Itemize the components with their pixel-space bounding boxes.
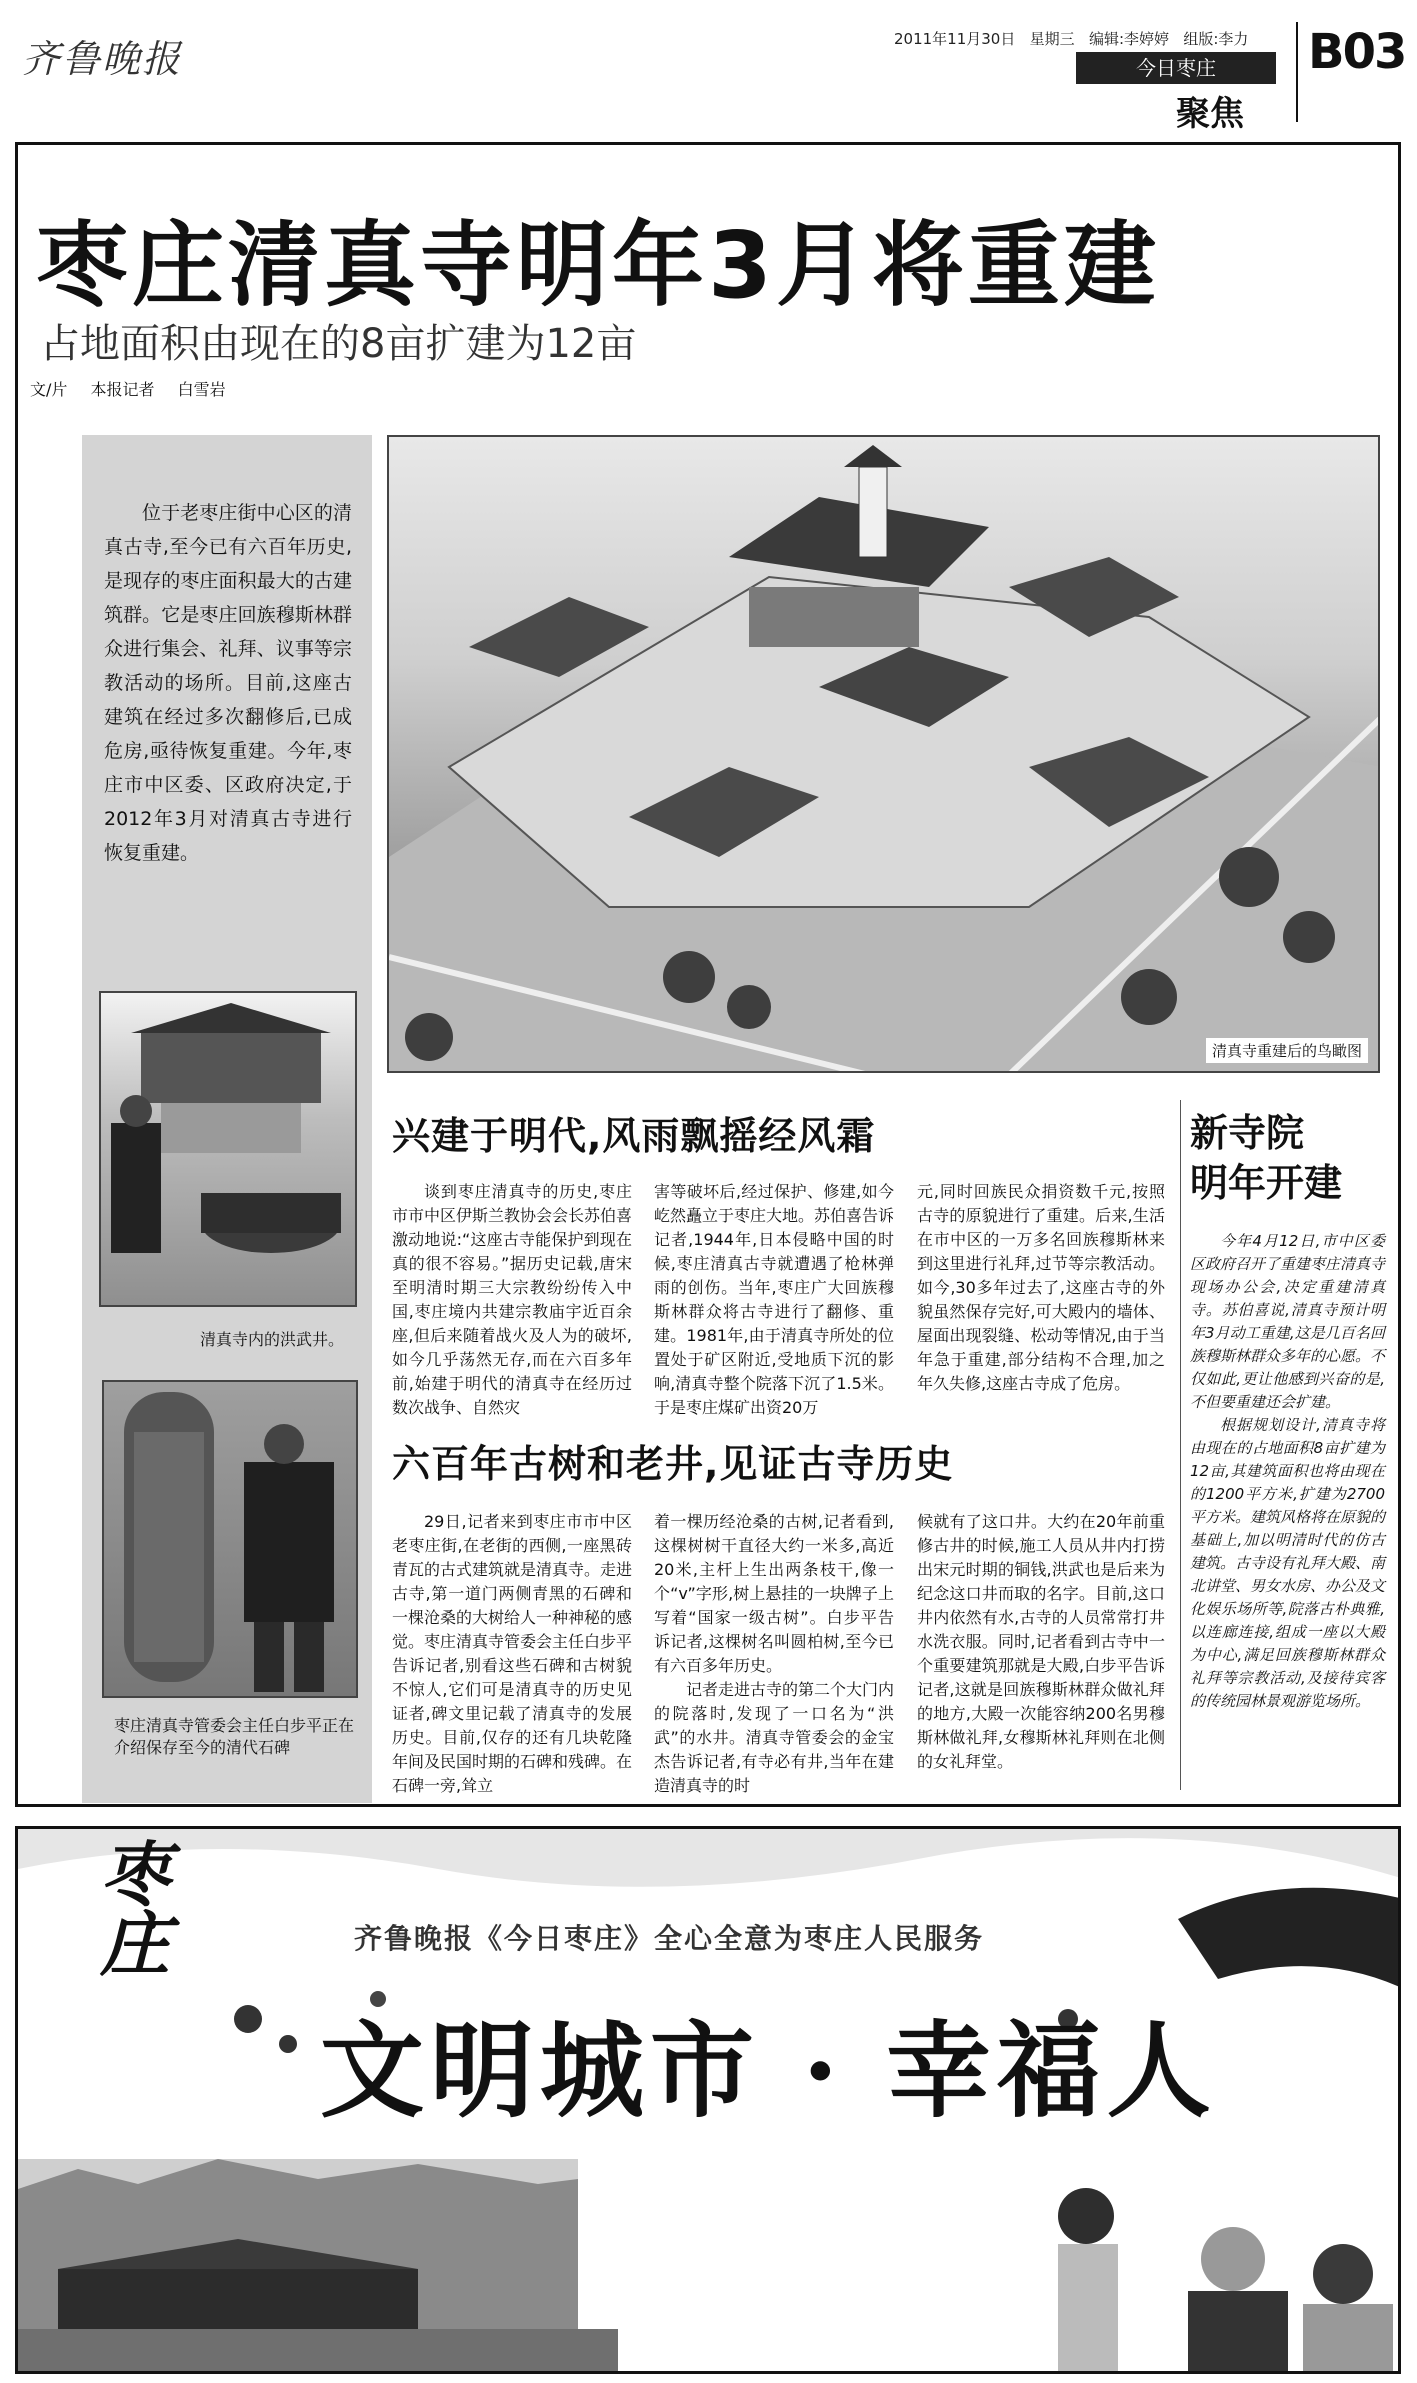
side-heading	[1190, 1108, 1342, 1208]
stele-photo-caption: 枣庄清真寺管委会主任白步平正在介绍保存至今的清代石碑	[114, 1716, 355, 1757]
section-label: 今日枣庄	[1076, 52, 1276, 84]
page-number: B03	[1308, 24, 1406, 80]
editor-credit: 编辑:李婷婷	[1089, 30, 1170, 48]
byline	[30, 377, 244, 400]
byline-name: 白雪岩	[177, 380, 226, 399]
ad-main-title: 文明城市 · 幸福人	[320, 2009, 1217, 2132]
byline-prefix: 文/片	[30, 380, 68, 399]
issue-weekday: 星期三	[1029, 30, 1075, 48]
side-paragraph-1: 今年4月12日,市中区委区政府召开了重建枣庄清真寺现场办公会,决定重建清真寺。苏伯喜说,清真寺预计明年3月动工重建,这是几百名回族穆斯林群众多年的心愿。不仅如此,更让他感到兴奋的是,不但要重建还会扩建。	[1190, 1232, 1386, 1411]
section1-column2: 害等破坏后,经过保护、修建,如今屹然矗立于枣庄大地。苏伯喜告诉记者,1944年,日本侵略中国的时候,枣庄清真古寺就遭遇了枪林弹雨的创伤。当年,枣庄广大回族穆斯林群众将古寺进行了翻修、重建。1981年,由于清真寺所处的位置处于矿区附近,受地质下沉的影响,清真寺整个院落下沉了1.5米。于是枣庄煤矿出资20万	[654, 1182, 895, 1417]
newspaper-logo: 齐鲁晚报	[22, 37, 183, 81]
main-photo-caption: 清真寺重建后的鸟瞰图	[1206, 1038, 1368, 1063]
side-column-divider	[1180, 1100, 1181, 1790]
side-heading-line1: 新寺院	[1190, 1111, 1305, 1155]
issue-date: 2011年11月30日	[894, 30, 1016, 48]
intro-text: 位于老枣庄街中心区的清真古寺,至今已有六百年历史,是现存的枣庄面积最大的古建筑群。它是枣庄回族穆斯林群众进行集会、礼拜、议事等宗教活动的场所。目前,这座古建筑在经过多次翻修后,已成危房,亟待恢复重建。今年,枣庄市中区委、区政府决定,于2012年3月对清真古寺进行恢复重建。	[104, 502, 352, 864]
well-photo-caption: 清真寺内的洪武井。	[200, 1330, 345, 1349]
byline-role: 本报记者	[90, 380, 155, 399]
section-title: 聚焦	[1176, 94, 1244, 134]
side-column-text	[1190, 1230, 1385, 1713]
section1-column1: 谈到枣庄清真寺的历史,枣庄市市中区伊斯兰教协会会长苏伯喜激动地说:“这座古寺能保护到现在真的很不容易。”据历史记载,唐宋至明清时期三大宗教纷纷传入中国,枣庄境内共建宗教庙宇近百余座,但后来随着战火及人为的破坏,如今几乎荡然无存,而在六百多年前,始建于明代的清真寺在经历过数次战争、自然灾	[392, 1182, 633, 1417]
section2-column2-para1: 着一棵历经沧桑的古树,记者看到,这棵树树干直径大约一米多,高近20米,主杆上生出两条枝干,像一个“v”字形,树上悬挂的一块牌子上写着“国家一级古树”。白步平告诉记者,这棵树名叫圆柏树,至今已有六百多年历史。	[654, 1512, 894, 1675]
aerial-rendering-illustration	[389, 437, 1380, 1073]
section1-column3: 元,同时回族民众捐资数千元,按照古寺的原貌进行了重建。后来,生活在市中区的一万多名回族穆斯林来到这里进行礼拜,过节等宗教活动。如今,30多年过去了,这座古寺的外貌虽然保存完好,可大殿内的墙体、屋面出现裂缝、松动等情况,由于当年急于重建,部分结构不合理,加之年久失修,这座古寺成了危房。	[917, 1182, 1165, 1393]
section2-column2-para2: 记者走进古寺的第二个大门内的院落时,发现了一口名为“洪武”的水井。清真寺管委会的金宝杰告诉记者,有寺必有井,当年在建造清真寺的时	[654, 1680, 895, 1795]
side-paragraph-2: 根据规划设计,清真寺将由现在的占地面积8亩扩建为12亩,其建筑面积也将由现在的1200平方米,扩建为2700平方米。建筑风格将在原貌的基础上,加以明清时代的仿古建筑。古寺设有礼拜大殿、南北讲堂、男女水房、办公及文化娱乐场所等,院落古朴典雅,以连廊连接,组成一座以大殿为中心,满足回族穆斯林群众礼拜等宗教活动,及接待宾客的传统园林景观游览场所。	[1190, 1416, 1386, 1710]
section2-column1: 29日,记者来到枣庄市市中区老枣庄街,在老街的西侧,一座黑砖青瓦的古式建筑就是清真寺。走进古寺,第一道门两侧青黑的石碑和一棵沧桑的大树给人一种神秘的感觉。枣庄清真寺管委会主任白步平告诉记者,别看这些石碑和古树貌不惊人,它们可是清真寺的历史见证者,碑文里记载了清真寺的发展历史。目前,仅存的还有几块乾隆年间及民国时期的石碑和残碑。在石碑一旁,耸立	[392, 1512, 633, 1795]
section2-column2	[654, 1510, 894, 1798]
side-heading-line2: 明年开建	[1190, 1161, 1343, 1205]
section2-column3: 候就有了这口井。大约在20年前重修古井的时候,施工人员从井内打捞出宋元时期的铜钱,洪武也是后来为纪念这口井而取的名字。目前,这口井内依然有水,古寺的人员常常打井水洗衣服。同时,记者看到古寺中一个重要建筑那就是大殿,白步平告诉记者,这就是回族穆斯林群众做礼拜的地方,大殿一次能容纳200名男穆斯林做礼拜,女穆斯林礼拜则在北侧的女礼拜堂。	[917, 1512, 1165, 1771]
masthead-divider	[1296, 22, 1298, 122]
stele-photo	[102, 1380, 358, 1698]
well-photo-illustration	[101, 993, 357, 1307]
ad-calligraphy-brand: 枣庄	[100, 1833, 170, 1986]
well-photo	[99, 991, 357, 1307]
section2-heading: 六百年古树和老井,见证古寺历史	[392, 1442, 954, 1486]
dateline	[894, 28, 1248, 49]
ad-slogan: 齐鲁晚报《今日枣庄》全心全意为枣庄人民服务	[354, 1922, 985, 1955]
headline: 枣庄清真寺明年3月将重建	[36, 212, 1161, 319]
subheadline: 占地面积由现在的8亩扩建为12亩	[40, 321, 637, 367]
designer-credit: 组版:李力	[1183, 30, 1249, 48]
aerial-rendering-photo	[387, 435, 1380, 1073]
stele-photo-illustration	[104, 1382, 358, 1698]
section1-heading: 兴建于明代,风雨飘摇经风霜	[392, 1114, 876, 1158]
